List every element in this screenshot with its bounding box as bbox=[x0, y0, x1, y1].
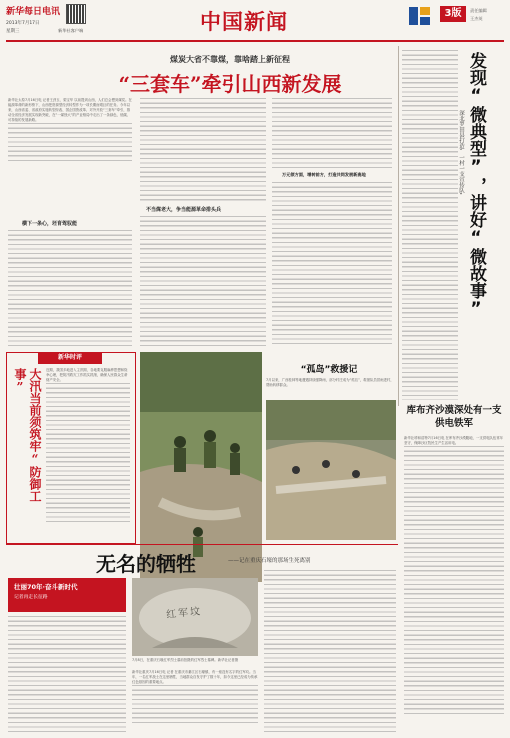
lead-col2-text bbox=[140, 98, 266, 204]
lead-body-filler bbox=[8, 123, 132, 163]
editor-label: 责任编辑 bbox=[470, 8, 487, 13]
page-number-badge: 3版 bbox=[440, 6, 466, 22]
column-headline: 发现“微典型”，讲好“微故事” bbox=[466, 52, 486, 319]
xinhua-app-logo-icon bbox=[408, 4, 432, 28]
lead-subhead-1: 横下一条心，坯育驾驭能 bbox=[22, 221, 78, 227]
lead-col2b-text bbox=[140, 216, 266, 346]
issue-date: 2013年7月17日 bbox=[6, 21, 40, 26]
side-story-text: 新华社呼和浩特7月16日电 在库布齐沙漠腹地，一支供电队伍常年坚守，保障沙区牧民生产生活用电。 bbox=[404, 436, 504, 445]
tomb-photo bbox=[132, 578, 258, 656]
commentary-body bbox=[46, 368, 130, 538]
bottom-col3-text bbox=[264, 570, 396, 734]
side-story-filler bbox=[404, 446, 504, 716]
bottom-headline: 无名的牺牲 bbox=[96, 552, 196, 576]
bottom-col1-text bbox=[8, 616, 126, 734]
series-badge-title: 壮丽70年·奋斗新时代 bbox=[14, 583, 78, 591]
lead-body-text: 新华社太原7月16日电 记者王劲玉、梁宝华 以前提到山西，人们总会想到煤炭。在能源革命的新形势下，山西把资源型经济转型作为一项长期而艰巨的任务。今年以来，山西省委、省政府实施转型综改、国企国资改革、对外开放“三套车”牵引，推动全省经济发展实现新突破，在“一煤独大”的产业格局中走出了一条绿色、低碳、可持续的发展新路。 bbox=[8, 98, 132, 122]
lead-kicker: 煤炭大省不靠煤，靠啥踏上新征程 bbox=[170, 55, 290, 64]
commentary-filler bbox=[46, 383, 130, 523]
edition-label: 新华社客户端 bbox=[58, 28, 84, 33]
series-badge bbox=[8, 578, 126, 612]
side-story-headline bbox=[404, 404, 504, 430]
editor-name: 王杰英 bbox=[470, 16, 483, 21]
page-title: 中国新闻 bbox=[200, 9, 288, 34]
tomb-caption-text: 7月8日，在重庆石壕红军烈士墓前拍摄的红军烈士墓碑。新华社记者摄 bbox=[132, 658, 239, 662]
bottom-section-rule bbox=[6, 544, 398, 545]
side-story-title: 库布齐沙漠深处有一支供电铁军 bbox=[406, 405, 502, 429]
commentary-text: 近期，我国多地进入主汛期，各地要克服麻痹思想和侥幸心理，把防汛救灾工作抓实抓细，确保人民群众生命财产安全。 bbox=[46, 368, 128, 382]
tomb-stone-text: 红军坟 bbox=[165, 606, 203, 621]
column-byline: 深北罗田县打造“一村一支宣传队” bbox=[458, 110, 464, 199]
lead-col3-text bbox=[272, 98, 392, 170]
flood-photo bbox=[266, 400, 396, 540]
lead-subhead-2: 不当煤老大，争当能源革命排头兵 bbox=[146, 207, 222, 213]
tomb-photo-caption bbox=[132, 658, 258, 668]
lead-body bbox=[8, 98, 132, 218]
bottom-body bbox=[132, 670, 258, 734]
bottom-body-text: 新华社重庆7月16日电 记者 在重庆市綦江区石壕镇，有一座没有名字的红军坟。当年，一名红军战士在这里牺牲，当地群众自发守护了数十年，如今这里已经成为传承红色基因的重要地点。 bbox=[132, 670, 258, 684]
site-name: 新华每日电讯 bbox=[6, 7, 61, 17]
masthead-rule bbox=[6, 40, 504, 42]
bottom-subtitle: ——记在重庆石壕的那场生死离别 bbox=[228, 558, 311, 564]
bottom-body-filler bbox=[132, 685, 258, 725]
photo-story-headline: “孤岛”救援记 bbox=[300, 365, 358, 375]
qr-code-icon[interactable] bbox=[66, 4, 86, 24]
issue-weekday: 星期三 bbox=[6, 29, 20, 34]
lead-subhead-3: 万元领方面，增转前方，打造共同发展新高地 bbox=[282, 172, 366, 177]
commentary-badge: 新华时评 bbox=[38, 352, 102, 364]
photo-story-body bbox=[266, 378, 396, 398]
masthead bbox=[0, 0, 510, 42]
commentary-headline: 大汛当前须筑牢“防御工事” bbox=[13, 368, 42, 502]
photo-story-text: 7月以来，广西桂林等地遭遇持续强降雨，部分村庄成为“孤岛”，救援队员冒雨进村，帮助转移群众。 bbox=[266, 378, 394, 387]
lead-col1-text bbox=[8, 230, 132, 346]
column-body-left bbox=[402, 50, 458, 400]
lead-col3b-text bbox=[272, 182, 392, 346]
side-story-body bbox=[404, 436, 504, 732]
series-badge-sub: 记者再走长征路 bbox=[14, 595, 48, 600]
right-column-divider bbox=[398, 46, 399, 406]
lead-headline: “三套车”牵引山西新发展 bbox=[118, 72, 342, 96]
